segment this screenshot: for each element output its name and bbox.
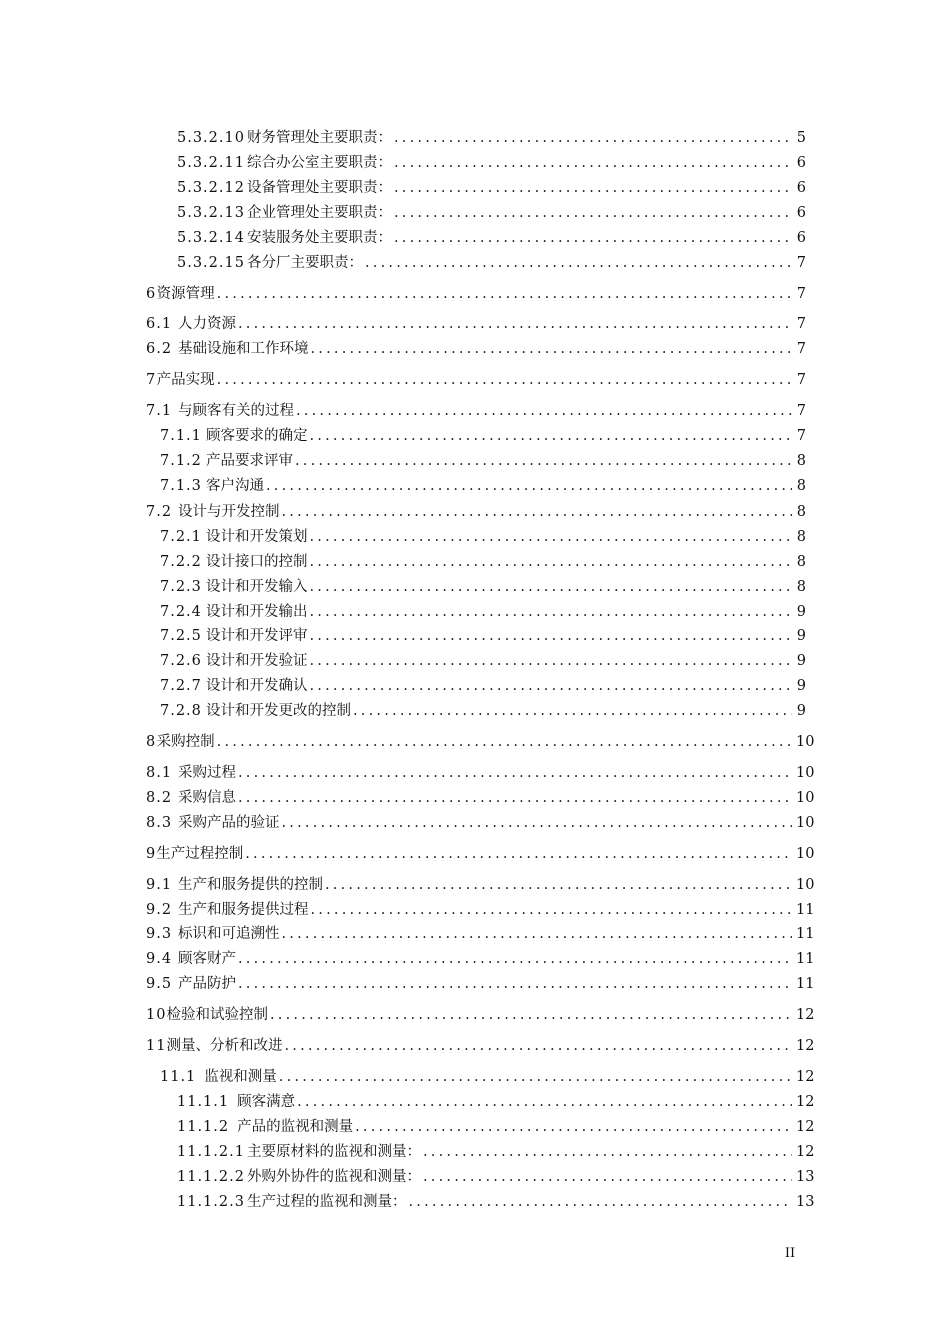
toc-entry[interactable] (160, 624, 806, 648)
dot-leader (311, 898, 793, 922)
toc-page-number: 6 (796, 155, 806, 171)
toc-entry[interactable] (146, 368, 806, 392)
dot-leader (217, 730, 792, 754)
dot-leader (355, 1115, 792, 1139)
toc-number: 11 (146, 1038, 167, 1054)
toc-entry[interactable] (160, 449, 806, 473)
toc-entry[interactable] (160, 699, 806, 723)
toc-page-number: 7 (796, 403, 806, 419)
toc-page-number: 8 (796, 478, 806, 494)
dot-leader (217, 368, 792, 392)
toc-number: 8.3 (146, 815, 173, 831)
toc-entry[interactable] (177, 201, 806, 225)
toc-page-number: 8 (796, 554, 806, 570)
dot-leader (238, 972, 792, 996)
toc-entry[interactable] (177, 1190, 815, 1214)
toc-title: 财务管理处主要职责： (247, 130, 392, 146)
toc-entry[interactable] (146, 972, 815, 996)
toc-title: 安装服务处主要职责： (247, 230, 392, 246)
toc-number: 8 (146, 734, 157, 750)
toc-page-number: 12 (796, 1144, 815, 1160)
toc-number: 7.2.6 (160, 653, 202, 669)
dot-leader (394, 226, 792, 250)
toc-entry[interactable] (146, 761, 815, 785)
toc-number: 11.1.2.3 (177, 1194, 245, 1210)
toc-entry[interactable] (160, 424, 806, 448)
toc-entry[interactable] (177, 226, 806, 250)
toc-number: 7.2.7 (160, 678, 202, 694)
toc-title: 生产过程控制 (156, 846, 244, 862)
dot-leader (217, 282, 792, 306)
toc-page-number: 8 (796, 579, 806, 595)
toc-number: 10 (146, 1007, 167, 1023)
toc-page-number: 7 (796, 316, 806, 332)
toc-title: 主要原材料的监视和测量： (247, 1144, 421, 1160)
dot-leader (394, 126, 792, 150)
toc-entry[interactable] (177, 1090, 815, 1114)
toc-title: 客户沟通 (206, 478, 264, 494)
toc-title: 检验和试验控制 (166, 1007, 268, 1023)
toc-title: 外购外协件的监视和测量： (247, 1169, 421, 1185)
toc-page-number: 7 (796, 255, 806, 271)
toc-page-number: 11 (796, 902, 815, 918)
toc-entry[interactable] (177, 126, 806, 150)
toc-number: 7.2 (146, 504, 173, 520)
toc-title: 顾客财产 (178, 951, 236, 967)
toc-page-number: 12 (796, 1069, 815, 1085)
toc-title: 设计和开发验证 (206, 653, 308, 669)
toc-entry[interactable] (146, 282, 806, 306)
toc-title: 顾客要求的确定 (206, 428, 308, 444)
toc-title: 生产和服务提供的控制 (178, 877, 323, 893)
toc-title: 设计和开发更改的控制 (206, 703, 351, 719)
toc-title: 设备管理处主要职责： (247, 180, 392, 196)
dot-leader (295, 449, 792, 473)
toc-entry[interactable] (146, 730, 815, 754)
toc-page-number: 7 (796, 428, 806, 444)
toc-number: 11.1.1 (177, 1094, 230, 1110)
toc-title: 基础设施和工作环境 (178, 341, 309, 357)
dot-leader (365, 251, 792, 275)
dot-leader (394, 176, 792, 200)
toc-entry[interactable] (160, 474, 806, 498)
toc-number: 11.1 (160, 1069, 197, 1085)
toc-title: 设计和开发输出 (206, 604, 308, 620)
toc-number: 7.1 (146, 403, 173, 419)
toc-number: 8.1 (146, 765, 173, 781)
toc-page-number: 6 (796, 230, 806, 246)
toc-entry[interactable] (160, 1065, 815, 1089)
toc-entry[interactable] (146, 873, 815, 897)
toc-number: 7.1.3 (160, 478, 202, 494)
dot-leader (279, 1065, 792, 1089)
dot-leader (310, 424, 793, 448)
toc-title: 设计与开发控制 (178, 504, 280, 520)
toc-entry[interactable] (160, 525, 806, 549)
toc-entry[interactable] (146, 1034, 815, 1058)
toc-page-number: 9 (796, 628, 806, 644)
toc-entry[interactable] (146, 399, 806, 423)
toc-number: 7.2.5 (160, 628, 202, 644)
dot-leader (310, 575, 793, 599)
toc-title: 企业管理处主要职责： (247, 205, 392, 221)
toc-entry[interactable] (177, 151, 806, 175)
toc-title: 各分厂主要职责： (247, 255, 363, 271)
toc-number: 9.5 (146, 976, 173, 992)
toc-title: 生产和服务提供过程 (178, 902, 309, 918)
toc-number: 11.1.2 (177, 1119, 230, 1135)
toc-number: 7.2.1 (160, 529, 202, 545)
toc-title: 采购产品的验证 (178, 815, 280, 831)
toc-page-number: 7 (796, 341, 806, 357)
toc-title: 测量、分析和改进 (166, 1038, 283, 1054)
toc-number: 7.2.4 (160, 604, 202, 620)
toc-number: 6 (146, 286, 157, 302)
dot-leader (266, 474, 792, 498)
toc-entry[interactable] (160, 575, 806, 599)
dot-leader (282, 500, 793, 524)
dot-leader (423, 1165, 792, 1189)
toc-page-number: 10 (796, 734, 815, 750)
toc-number: 11.1.2.2 (177, 1169, 245, 1185)
dot-leader (394, 201, 792, 225)
toc-entry[interactable] (177, 1140, 815, 1164)
dot-leader (296, 399, 792, 423)
toc-entry[interactable] (177, 1115, 815, 1139)
toc-number: 5.3.2.11 (177, 155, 245, 171)
dot-leader (238, 947, 792, 971)
toc-page-number: 8 (796, 529, 806, 545)
toc-entry[interactable] (146, 312, 806, 336)
toc-title: 设计接口的控制 (206, 554, 308, 570)
toc-title: 采购控制 (156, 734, 215, 750)
dot-leader (282, 922, 793, 946)
toc-title: 顾客满意 (237, 1094, 296, 1110)
toc-number: 11.1.2.1 (177, 1144, 245, 1160)
toc-number: 7.2.8 (160, 703, 202, 719)
toc-page-number: 7 (796, 372, 806, 388)
toc-entry[interactable] (146, 947, 815, 971)
toc-title: 设计和开发评审 (206, 628, 308, 644)
toc-page-number: 13 (796, 1169, 815, 1185)
dot-leader (270, 1003, 792, 1027)
toc-page-number: 10 (796, 815, 815, 831)
toc-page-number: 12 (796, 1038, 815, 1054)
toc-page-number: 12 (796, 1094, 815, 1110)
toc-number: 7.1.2 (160, 453, 202, 469)
toc-page-number: 13 (796, 1194, 815, 1210)
dot-leader (297, 1090, 792, 1114)
toc-title: 设计和开发输入 (206, 579, 308, 595)
toc-page-number: 12 (796, 1119, 815, 1135)
toc-page-number: 6 (796, 180, 806, 196)
dot-leader (310, 649, 793, 673)
toc-number: 5.3.2.10 (177, 130, 245, 146)
toc-entry[interactable] (177, 1165, 815, 1189)
dot-leader (310, 674, 793, 698)
toc-number: 5.3.2.15 (177, 255, 245, 271)
dot-leader (310, 624, 793, 648)
toc-page-number: 5 (796, 130, 806, 146)
toc-entry[interactable] (146, 922, 815, 946)
dot-leader (238, 786, 792, 810)
toc-page-number: 9 (796, 703, 806, 719)
toc-entry[interactable] (146, 1003, 815, 1027)
toc-number: 7.2.2 (160, 554, 202, 570)
toc-page-number: 11 (796, 951, 815, 967)
toc-page-number: 6 (796, 205, 806, 221)
toc-title: 资源管理 (156, 286, 215, 302)
dot-leader (423, 1140, 792, 1164)
toc-number: 5.3.2.13 (177, 205, 245, 221)
toc-title: 采购信息 (178, 790, 236, 806)
dot-leader (245, 842, 792, 866)
toc-title: 生产过程的监视和测量： (247, 1194, 407, 1210)
toc-entry[interactable] (177, 251, 806, 275)
toc-entry[interactable] (146, 337, 806, 361)
toc-number: 9.1 (146, 877, 173, 893)
toc-number: 7.2.3 (160, 579, 202, 595)
dot-leader (325, 873, 792, 897)
toc-page-number: 10 (796, 846, 815, 862)
dot-leader (238, 761, 792, 785)
toc-page-number: 10 (796, 877, 815, 893)
dot-leader (353, 699, 792, 723)
dot-leader (310, 600, 793, 624)
toc-entry[interactable] (160, 674, 806, 698)
toc-title: 综合办公室主要职责： (247, 155, 392, 171)
toc-title: 采购过程 (178, 765, 236, 781)
toc-title: 人力资源 (178, 316, 236, 332)
toc-title: 监视和测量 (204, 1069, 277, 1085)
dot-leader (394, 151, 792, 175)
page-number: II (784, 1246, 796, 1261)
toc-page-number: 10 (796, 765, 815, 781)
toc-entry[interactable] (146, 786, 815, 810)
dot-leader (311, 337, 793, 361)
toc-entry[interactable] (146, 842, 815, 866)
toc-number: 5.3.2.12 (177, 180, 245, 196)
toc-entry[interactable] (177, 176, 806, 200)
toc-page-number: 9 (796, 604, 806, 620)
toc-page-number: 7 (796, 286, 806, 302)
toc-page-number: 11 (796, 926, 815, 942)
toc-entry[interactable] (160, 600, 806, 624)
toc-entry[interactable] (160, 649, 806, 673)
toc-page-number: 9 (796, 678, 806, 694)
toc-number: 9.4 (146, 951, 173, 967)
toc-number: 9 (146, 846, 157, 862)
toc-entry[interactable] (160, 550, 806, 574)
toc-number: 5.3.2.14 (177, 230, 245, 246)
toc-page-number: 11 (796, 976, 815, 992)
toc-number: 6.2 (146, 341, 173, 357)
toc-number: 8.2 (146, 790, 173, 806)
toc-page-number: 8 (796, 504, 806, 520)
dot-leader (409, 1190, 793, 1214)
dot-leader (284, 1034, 792, 1058)
toc-entry[interactable] (146, 811, 815, 835)
toc-title: 产品的监视和测量 (237, 1119, 354, 1135)
toc-number: 6.1 (146, 316, 173, 332)
toc-title: 设计和开发确认 (206, 678, 308, 694)
toc-page-number: 8 (796, 453, 806, 469)
dot-leader (310, 525, 793, 549)
dot-leader (238, 312, 792, 336)
toc-page-number: 12 (796, 1007, 815, 1023)
toc-entry[interactable] (146, 500, 806, 524)
toc-title: 产品要求评审 (206, 453, 293, 469)
toc-title: 标识和可追溯性 (178, 926, 280, 942)
toc-number: 7.1.1 (160, 428, 202, 444)
toc-title: 与顾客有关的过程 (178, 403, 294, 419)
toc-title: 设计和开发策划 (206, 529, 308, 545)
toc-page-number: 9 (796, 653, 806, 669)
toc-page-number: 10 (796, 790, 815, 806)
toc-title: 产品实现 (156, 372, 215, 388)
toc-title: 产品防护 (178, 976, 236, 992)
dot-leader (282, 811, 793, 835)
toc-number: 9.2 (146, 902, 173, 918)
dot-leader (310, 550, 793, 574)
toc-entry[interactable] (146, 898, 815, 922)
toc-number: 9.3 (146, 926, 173, 942)
toc-number: 7 (146, 372, 157, 388)
